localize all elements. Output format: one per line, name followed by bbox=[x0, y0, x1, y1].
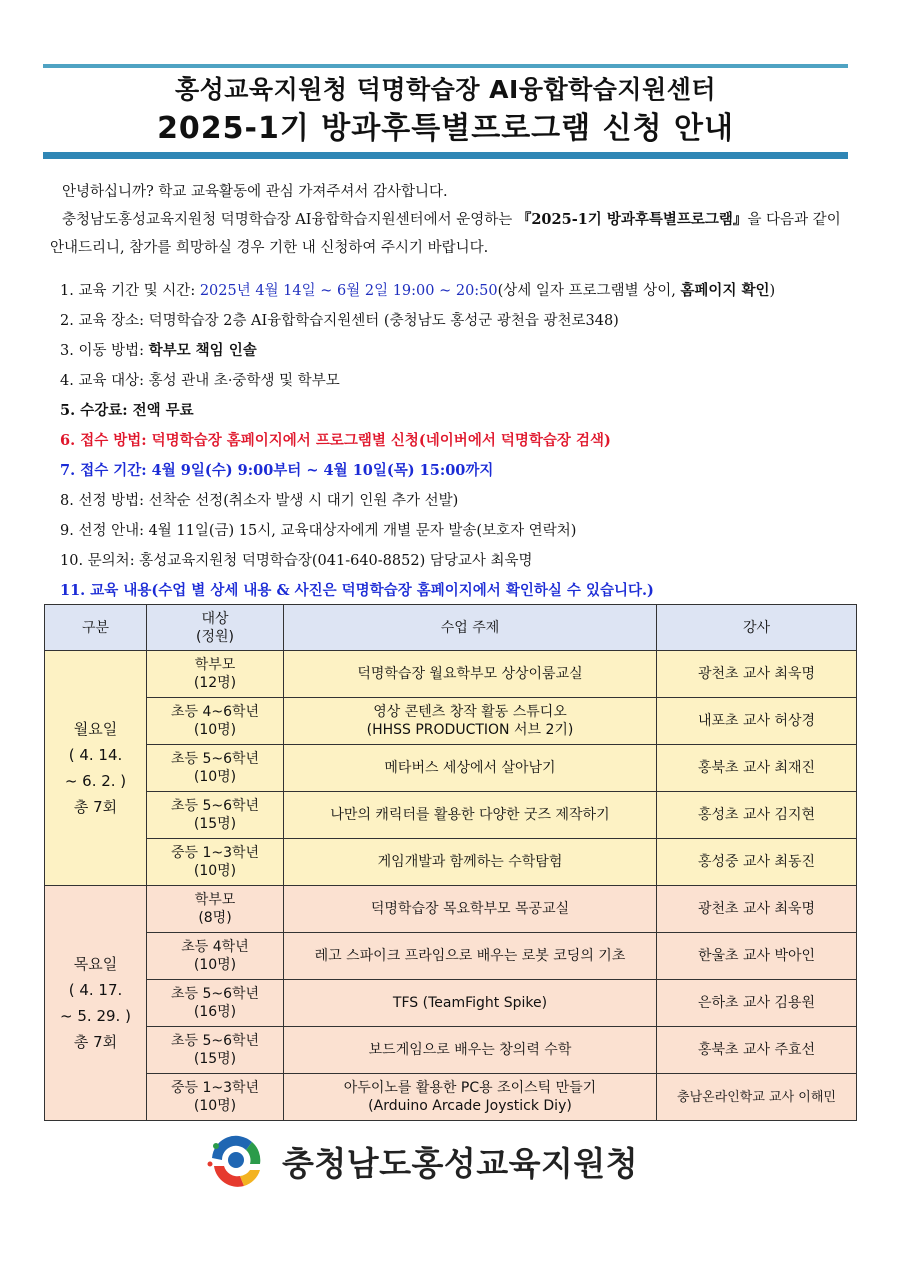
day-sessions: 총 7회 bbox=[73, 1033, 118, 1051]
organization-name: 충청남도홍성교육지원청 bbox=[282, 1144, 639, 1183]
footer bbox=[200, 1130, 720, 1190]
info-label: 11. bbox=[60, 582, 91, 599]
table-row bbox=[45, 698, 857, 745]
header-category: 구분 bbox=[45, 605, 147, 651]
topic-cell bbox=[284, 980, 657, 1027]
target-name: 초등 5~6학년 bbox=[170, 798, 260, 814]
title-area bbox=[43, 72, 848, 150]
day-range-end: ~ 6. 2. ) bbox=[64, 772, 127, 790]
topic-cell bbox=[284, 698, 657, 745]
topic-title: 레고 스파이크 프라임으로 배우는 로봇 코딩의 기초 bbox=[314, 948, 626, 964]
info-label: 7. bbox=[60, 462, 81, 479]
target-cell bbox=[147, 745, 284, 792]
target-cell bbox=[147, 792, 284, 839]
transport-value: 학부모 책임 인솔 bbox=[148, 342, 257, 359]
target-cell bbox=[147, 1027, 284, 1074]
table-header-row bbox=[45, 605, 857, 651]
day-range-start: ( 4. 17. bbox=[68, 981, 123, 999]
topic-cell bbox=[284, 886, 657, 933]
target-capacity: (15명) bbox=[193, 1051, 237, 1067]
target-name: 학부모 bbox=[194, 657, 236, 673]
program-name: 『2025-1기 방과후특별프로그램』 bbox=[516, 211, 748, 228]
teacher-cell: 홍성중 교사 최동진 bbox=[657, 839, 857, 886]
topic-title: TFS (TeamFight Spike) bbox=[392, 995, 548, 1011]
schedule-table bbox=[44, 604, 857, 1121]
target-capacity: (10명) bbox=[193, 957, 237, 973]
table-row bbox=[45, 1027, 857, 1074]
teacher-name: 충남온라인학교 교사 이해민 bbox=[677, 1089, 836, 1105]
table-row bbox=[45, 745, 857, 792]
period-note-bold: 홈페이지 확인 bbox=[680, 282, 770, 299]
target-name: 초등 5~6학년 bbox=[170, 986, 260, 1002]
period-value: 2025년 4월 14일 ~ 6월 2일 19:00 ~ 20:50 bbox=[199, 283, 498, 299]
topic-cell bbox=[284, 933, 657, 980]
target-cell bbox=[147, 698, 284, 745]
target-capacity: (15명) bbox=[193, 816, 237, 832]
topic-title: 보드게임으로 배우는 창의력 수학 bbox=[368, 1042, 572, 1058]
intro-body-pre: 충청남도홍성교육지원청 덕명학습장 AI융합학습지원센터에서 운영하는 bbox=[62, 212, 517, 228]
education-office-logo-icon bbox=[200, 1130, 272, 1190]
page-title-line1: 홍성교육지원청 덕명학습장 AI융합학습지원센터 bbox=[174, 75, 717, 104]
table-row bbox=[45, 651, 857, 698]
target-capacity: (10명) bbox=[193, 1098, 237, 1114]
day-range-start: ( 4. 14. bbox=[68, 746, 123, 764]
info-item-fee: 5. 수강료: 전액 무료 bbox=[60, 402, 194, 419]
header-target bbox=[147, 605, 284, 651]
target-cell bbox=[147, 980, 284, 1027]
topic-cell bbox=[284, 1074, 657, 1121]
topic-title: 나만의 캐릭터를 활용한 다양한 굿즈 제작하기 bbox=[330, 807, 610, 823]
teacher-cell: 내포초 교사 허상경 bbox=[657, 698, 857, 745]
info-item-notice: 9. 선정 안내: 4월 11일(금) 15시, 교육대상자에게 개별 문자 발송(보호자 연락처) bbox=[60, 523, 577, 539]
topic-subtitle: (Arduino Arcade Joystick Diy) bbox=[368, 1098, 572, 1114]
page-title-line2: 2025-1기 방과후특별프로그램 신청 안내 bbox=[157, 111, 734, 146]
intro-greeting: 안녕하십니까? 학교 교육활동에 관심 가져주셔서 감사합니다. bbox=[62, 184, 448, 200]
topic-title: 덕명학습장 목요학부모 목공교실 bbox=[370, 901, 570, 917]
intro-body-post: 을 다음과 같이 안내드리니, 참가를 희망하실 경우 기한 내 신청하여 주시기 바랍니다. bbox=[50, 212, 841, 256]
topic-subtitle: (HHSS PRODUCTION 서브 2기) bbox=[366, 722, 574, 738]
topic-cell bbox=[284, 792, 657, 839]
target-name: 중등 1~3학년 bbox=[170, 1080, 260, 1096]
topic-title: 아두이노를 활용한 PC용 조이스틱 만들기 bbox=[343, 1080, 597, 1096]
intro-text bbox=[50, 178, 858, 262]
info-item-place: 2. 교육 장소: 덕명학습장 2층 AI융합학습지원센터 (충청남도 홍성군 광천읍 광천로348) bbox=[60, 313, 619, 329]
info-item-apply-period bbox=[60, 456, 860, 486]
info-label: 3. 이동 방법: bbox=[60, 343, 149, 359]
header-target-line2: (정원) bbox=[196, 628, 234, 645]
teacher-cell: 은하초 교사 김용원 bbox=[657, 980, 857, 1027]
target-capacity: (8명) bbox=[198, 910, 232, 926]
target-name: 학부모 bbox=[194, 892, 236, 908]
info-item-transport bbox=[60, 336, 860, 366]
intro-body bbox=[50, 206, 858, 262]
info-item-selection: 8. 선정 방법: 선착순 선정(취소자 발생 시 대기 인원 추가 선발) bbox=[60, 493, 459, 509]
header-target-line1: 대상 bbox=[201, 610, 229, 627]
info-label: 1. 교육 기간 및 시간: bbox=[60, 283, 200, 299]
info-item-content bbox=[60, 576, 860, 606]
target-name: 초등 5~6학년 bbox=[170, 751, 260, 767]
apply-method-value: 접수 방법: 덕명학습장 홈페이지에서 프로그램별 신청(네이버에서 덕명학습장 검색) bbox=[80, 432, 611, 449]
info-item-contact: 10. 문의처: 홍성교육지원청 덕명학습장(041-640-8852) 담당교사 최욱명 bbox=[60, 553, 533, 569]
topic-cell bbox=[284, 651, 657, 698]
content-value: 교육 내용(수업 별 상세 내용 & 사진은 덕명학습장 홈페이지에서 확인하실 수 있습니다.) bbox=[90, 582, 654, 599]
apply-period-value: 접수 기간: 4월 9일(수) 9:00부터 ~ 4월 10일(목) 15:00까지 bbox=[80, 462, 494, 479]
teacher-cell: 홍북초 교사 주효선 bbox=[657, 1027, 857, 1074]
top-rule bbox=[43, 64, 848, 68]
table-row bbox=[45, 839, 857, 886]
target-cell bbox=[147, 933, 284, 980]
target-capacity: (10명) bbox=[193, 769, 237, 785]
info-item-apply-method bbox=[60, 426, 860, 456]
topic-title: 메타버스 세상에서 살아남기 bbox=[384, 760, 556, 776]
teacher-cell: 한울초 교사 박아인 bbox=[657, 933, 857, 980]
table-row bbox=[45, 886, 857, 933]
header-topic: 수업 주제 bbox=[284, 605, 657, 651]
teacher-cell bbox=[657, 1074, 857, 1121]
title-underline bbox=[43, 152, 848, 159]
monday-cell bbox=[45, 651, 147, 886]
day-range-end: ~ 5. 29. ) bbox=[60, 1007, 131, 1025]
day-sessions: 총 7회 bbox=[73, 798, 118, 816]
topic-title: 덕명학습장 월요학부모 상상이룸교실 bbox=[357, 666, 583, 682]
topic-cell bbox=[284, 839, 657, 886]
topic-title: 게임개발과 함께하는 수학탐험 bbox=[377, 854, 563, 870]
target-name: 중등 1~3학년 bbox=[170, 845, 260, 861]
period-note-end: ) bbox=[769, 283, 776, 299]
teacher-cell: 홍성초 교사 김지현 bbox=[657, 792, 857, 839]
teacher-cell: 홍북초 교사 최재진 bbox=[657, 745, 857, 792]
target-capacity: (10명) bbox=[193, 722, 237, 738]
table-row bbox=[45, 792, 857, 839]
target-cell bbox=[147, 839, 284, 886]
topic-title: 영상 콘텐츠 창작 활동 스튜디오 bbox=[373, 704, 567, 720]
target-name: 초등 5~6학년 bbox=[170, 1033, 260, 1049]
target-name: 초등 4~6학년 bbox=[170, 704, 260, 720]
target-capacity: (16명) bbox=[193, 1004, 237, 1020]
teacher-cell: 광천초 교사 최욱명 bbox=[657, 651, 857, 698]
target-cell bbox=[147, 1074, 284, 1121]
target-capacity: (10명) bbox=[193, 863, 237, 879]
target-cell bbox=[147, 651, 284, 698]
teacher-cell: 광천초 교사 최욱명 bbox=[657, 886, 857, 933]
topic-cell bbox=[284, 745, 657, 792]
table-row bbox=[45, 980, 857, 1027]
period-note: (상세 일자 프로그램별 상이, bbox=[497, 283, 681, 299]
info-item-period bbox=[60, 276, 860, 306]
info-label: 6. bbox=[60, 432, 81, 449]
day-label: 목요일 bbox=[73, 955, 118, 973]
table-row bbox=[45, 1074, 857, 1121]
info-item-target: 4. 교육 대상: 홍성 관내 초·중학생 및 학부모 bbox=[60, 373, 340, 389]
topic-cell bbox=[284, 1027, 657, 1074]
info-list bbox=[60, 276, 860, 606]
target-name: 초등 4학년 bbox=[181, 939, 249, 955]
day-label: 월요일 bbox=[73, 720, 118, 738]
table-row bbox=[45, 933, 857, 980]
target-capacity: (12명) bbox=[193, 675, 237, 691]
header-teacher: 강사 bbox=[657, 605, 857, 651]
thursday-cell bbox=[45, 886, 147, 1121]
target-cell bbox=[147, 886, 284, 933]
